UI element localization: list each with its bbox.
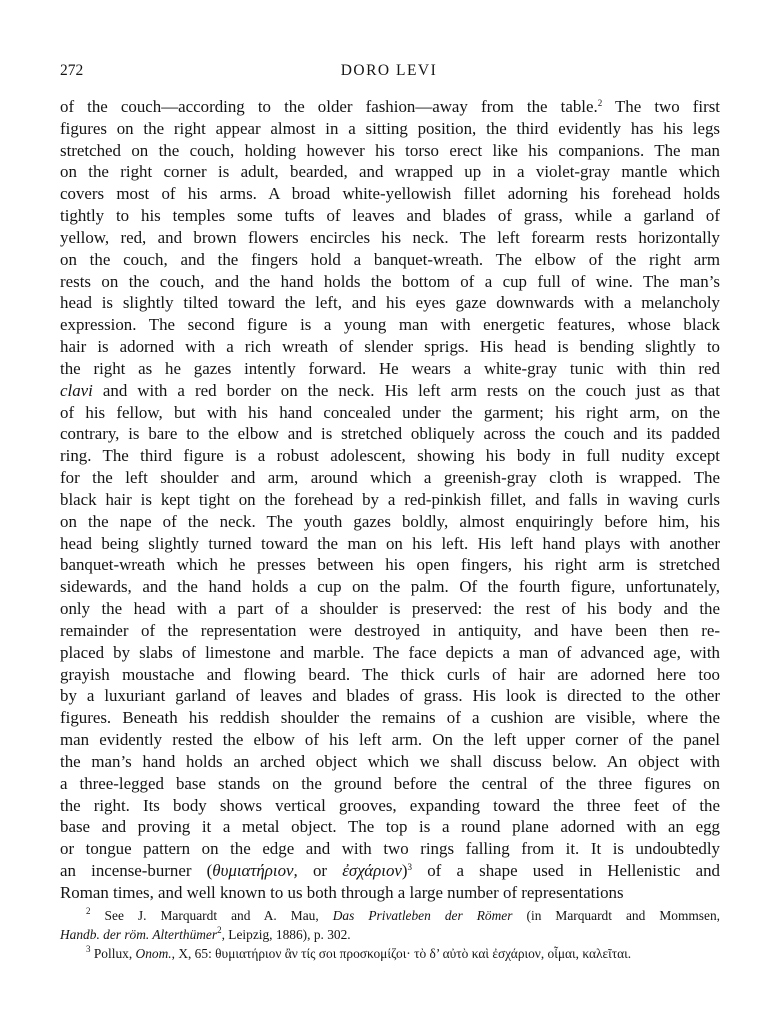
body-line: covers most of his arms. A broad white-yellowish fillet adorning his forehead holds: [60, 184, 720, 204]
body-line: by a luxuriant garland of leaves and blades of grass. His look is directed to the other: [60, 686, 720, 706]
body-line: expression. The second figure is a young man with energetic features, whose black: [60, 315, 720, 335]
footnote-mark: 2: [86, 906, 91, 916]
footnote-3: $^3$ Pollux, Onom., X, 65: θυμιατήριον ἂν τίς σοι προσκομίζοι· τὸ δ’ αὐτὸ καὶ ἐσχάριον, οἶμαι, καλεῖται.: [86, 944, 632, 961]
body-line: for the left shoulder and arm, around which a greenish-gray cloth is wrapped. The: [60, 468, 720, 488]
body-line: a three-legged base stands on the ground before the central of the three figures on: [60, 773, 720, 793]
body-line: man evidently rested the elbow of his left arm. On the left upper corner of the panel: [60, 730, 720, 750]
body-line: hair is adorned with a rich wreath of slender sprigs. His head is bending slightly to: [60, 337, 720, 357]
body-line: of his fellow, but with his hand concealed under the garment; his right arm, on the: [60, 402, 720, 422]
body-line: on the nape of the neck. The youth gazes boldly, almost enquiringly before him, his: [60, 511, 720, 531]
body-line: the right as he gazes intently forward. He wears a white-gray tunic with thin red: [60, 358, 720, 378]
body-line: banquet-wreath which he presses between his open fingers, his right arm is stretched: [60, 555, 720, 575]
body-line: an incense-burner (θυμιατήριον, or ἐσχάριον)$^3$ of a shape used in Hellenistic and: [60, 860, 721, 880]
body-line: the man’s hand holds an arched object which we shall discuss below. An object with: [60, 751, 720, 771]
body-line: or tongue pattern on the edge and with two rings falling from it. It is undoubtedly: [60, 839, 720, 859]
body-line: clavi and with a red border on the neck. His left arm rests on the couch just as that: [60, 380, 720, 400]
body-text: [60, 96, 720, 904]
body-line: ring. The third figure is a robust adolescent, showing his body in full nudity except: [60, 446, 720, 466]
body-line: only the head with a part of a shoulder is preserved: the rest of his body and the: [60, 599, 720, 619]
body-line: sidewards, and the hand holds a cup on the palm. Of the fourth figure, unfortunately,: [60, 577, 720, 597]
body-line: grayish moustache and flowing beard. The thick curls of hair are adorned here too: [60, 664, 720, 684]
footnote-2-cont: Handb. der röm. Alterthümer$^2$, Leipzig, 1886), p. 302.: [60, 925, 351, 942]
body-line: on the right corner is adult, bearded, and wrapped up in a violet-gray mantle which: [60, 162, 720, 182]
footnotes: [60, 906, 720, 963]
body-line: base and proving it a metal object. The top is a round plane adorned with an egg: [60, 817, 720, 837]
body-line: figures on the right appear almost in a sitting position, the third evidently has his legs: [60, 118, 720, 138]
body-line: contrary, is bare to the elbow and is stretched obliquely across the couch and its padded: [60, 424, 720, 444]
body-line: remainder of the representation were destroyed in antiquity, and have been then re-: [60, 620, 720, 640]
body-line: placed by slabs of limestone and marble. The face depicts a man of advanced age, with: [60, 642, 720, 662]
body-line: the right. Its body shows vertical grooves, expanding toward the three feet of the: [60, 795, 720, 815]
footnote-mark: 3: [86, 944, 91, 954]
body-line: of the couch—according to the older fashion—away from the table.$^2$ The two first: [60, 97, 720, 116]
body-line: on the couch, and the fingers hold a banquet-wreath. The elbow of the right arm: [60, 249, 720, 269]
running-head: DORO LEVI: [340, 62, 438, 79]
body-line: head being slightly turned toward the man on his left. His left hand plays with another: [60, 533, 720, 553]
footnote-2: $^2$ See J. Marquardt and A. Mau, Das Privatleben der Römer (in Marquardt and Mommsen,: [86, 906, 720, 923]
body-line: stretched on the couch, holding however his torso erect like his companions. The man: [60, 140, 720, 160]
body-line: rests on the couch, and the hand holds the bottom of a cup full of wine. The man’s: [60, 271, 720, 291]
body-line: tightly to his temples some tufts of leaves and blades of grass, while a garland of: [60, 206, 720, 226]
body-line: black hair is kept tight on the forehead by a red-pinkish fillet, and falls in waving curls: [60, 489, 720, 509]
body-line: Roman times, and well known to us both through a large number of representations: [60, 882, 624, 902]
body-line: figures. Beneath his reddish shoulder the remains of a cushion are visible, where the: [60, 708, 720, 728]
page-number: 272: [60, 62, 84, 79]
body-line: head is slightly tilted toward the left, and his eyes gaze downwards with a melancholy: [60, 293, 720, 313]
page-header: [60, 62, 718, 84]
body-line: yellow, red, and brown flowers encircles his neck. The left forearm rests horizontally: [60, 227, 720, 247]
